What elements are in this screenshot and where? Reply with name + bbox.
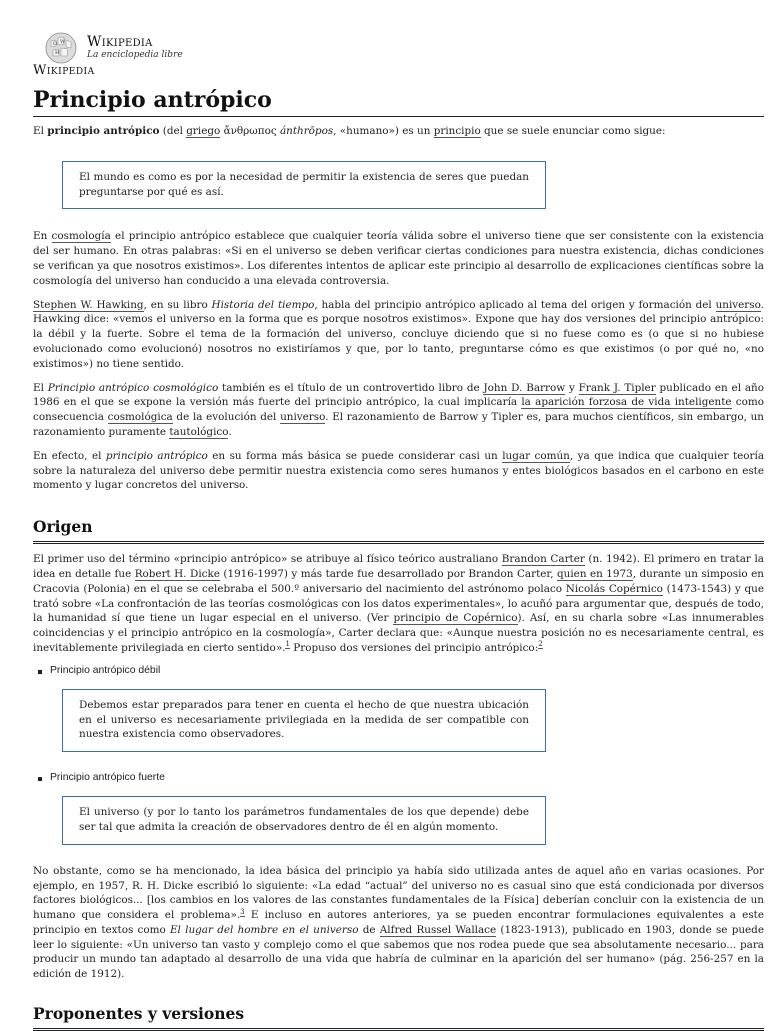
- versions-list: [33, 664, 764, 678]
- article-content: [33, 86, 764, 1031]
- text: , «humano») es un: [333, 125, 434, 137]
- text: (1916-1997) y más tarde fue desarrollado por Brandon Carter,: [219, 567, 557, 580]
- text: , ya que indica que cualquier teoría sobre la naturaleza del universo debe permitir nuestra existencia como seres humanos y entes biológicos basados en el carbono en este momento y lugar concretos del universo.: [33, 449, 765, 492]
- text: .: [228, 425, 232, 438]
- paragraph-cosmologia: [33, 229, 764, 288]
- section-heading-origen: Origen: [33, 517, 764, 544]
- quote-box-fuerte: El universo (y por lo tanto los parámetros fundamentales de los que depende) debe ser tal que admita la creación de observadores dentro de él en algún momento.: [62, 796, 546, 845]
- quote-box: El mundo es como es por la necesidad de permitir la existencia de seres que puedan preguntarse por qué es así.: [62, 161, 546, 210]
- intro-paragraph: [33, 124, 764, 139]
- section-heading-proponentes: Proponentes y versiones: [33, 1004, 764, 1031]
- link-hawking[interactable]: Stephen W. Hawking: [33, 298, 144, 311]
- link-principio[interactable]: principio: [433, 125, 481, 137]
- text: y: [565, 381, 579, 394]
- wikipedia-globe-icon: [45, 32, 77, 64]
- link-aparicion[interactable]: la aparición forzosa de vida inteligente: [521, 396, 732, 409]
- text: (del: [159, 125, 187, 137]
- svg-text:W: W: [60, 39, 66, 45]
- text: (1823-1913), publicado en 1903, donde se puede leer lo siguiente: «Un universo tan vasto y complejo como el que sabemos que nos rodea puede que sea absolutamente necesario... para producir un mundo tan adaptado al desarrollo de una vida que habría de culminar en la aparición del ser humano» (pág. 256-257 en la edición de 1912).: [33, 923, 764, 981]
- italic-book: El lugar del hombre en el universo: [169, 923, 359, 936]
- ref-1[interactable]: 1: [285, 640, 290, 649]
- versions-list-2: [33, 771, 764, 785]
- italic-term: ánthrōpos: [279, 125, 334, 137]
- link-copernico[interactable]: Nicolás Copérnico: [565, 582, 663, 595]
- text: ἄνθρωπος: [220, 125, 280, 137]
- text: (n. 1942). El primero en tratar la idea en detalle fue: [33, 553, 764, 580]
- link-carter[interactable]: Brandon Carter: [501, 553, 585, 566]
- italic-term: principio antrópico: [105, 449, 208, 462]
- link-barrow[interactable]: John D. Barrow: [483, 381, 566, 394]
- list-item-fuerte: Principio antrópico fuerte: [33, 771, 764, 785]
- bold-term: principio antrópico: [47, 125, 160, 137]
- logo-wordmark-bottom: Wikipedia: [33, 63, 95, 78]
- wikipedia-logo[interactable]: [33, 30, 193, 80]
- text: , habla del principio antrópico aplicado al tema del origen y formación del: [314, 298, 716, 311]
- ref-3[interactable]: 3: [240, 907, 245, 916]
- paragraph-dicke-wallace: [33, 864, 764, 982]
- paragraph-barrow-tipler: [33, 381, 764, 440]
- text: (1473-1543) y que trató sobre «La confrontación de las teorías cosmológicas con los datos experimentales», lo acuñó para argumentar que, después de todo, la humanidad sí que tiene un lugar especial en el universo. (Ver: [33, 582, 764, 625]
- text: . El razonamiento de Barrow y Tipler es, para muchos científicos, sin embargo, un razonamiento puramente: [33, 411, 764, 438]
- paragraph-lugar-comun: [33, 449, 764, 493]
- text: de: [358, 923, 380, 936]
- text: también es el título de un controvertido libro de: [218, 381, 484, 394]
- link-cosmologica[interactable]: cosmológica: [107, 411, 173, 424]
- link-lugar-comun[interactable]: lugar común: [502, 449, 570, 462]
- text: en su forma más básica se puede considerar casi un: [207, 449, 503, 462]
- link-principio-copernico[interactable]: principio de Copérnico: [393, 612, 518, 625]
- logo-wordmark: Wikipedia: [87, 34, 153, 50]
- text: En: [33, 230, 52, 243]
- text: como consecuencia: [33, 396, 764, 424]
- link-dicke[interactable]: Robert H. Dicke: [134, 567, 220, 580]
- italic-title: Principio antrópico cosmológico: [47, 381, 219, 394]
- link-cosmologia[interactable]: cosmología: [51, 230, 111, 243]
- link-universo-2[interactable]: universo: [280, 411, 326, 424]
- text: No obstante, como se ha mencionado, la idea básica del principio ya había sido utilizada antes de aquel año en varias ocasiones. Por ejemplo, en 1957, R. H. Dicke escribió lo siguiente: «La edad “actual” del universo no es casual sino que está condicionada por diversos factores biológicos... [los cambios en los valores de las constantes fundamentales de la Física] deberían concluir con la existencia de un humano que considera el problema».: [33, 864, 764, 922]
- svg-text:И: И: [55, 50, 60, 56]
- link-universo[interactable]: universo: [715, 298, 761, 311]
- paragraph-origen: [33, 552, 764, 656]
- page-title: Principio antrópico: [33, 86, 764, 117]
- quote-box-debil: Debemos estar preparados para tener en cuenta el hecho de que nuestra ubicación en el universo es necesariamente privilegiada en la medida de ser compatible con nuestra existencia como observadores.: [62, 689, 546, 752]
- text: El primer uso del término «principio antrópico» se atribuye al físico teórico australiano: [33, 553, 502, 566]
- list-item-debil: Principio antrópico débil: [33, 664, 764, 678]
- link-quien-1973[interactable]: quien en 1973: [557, 567, 633, 580]
- italic-book: Historia del tiempo: [211, 298, 315, 311]
- text: . Hawking dice: «vemos el universo en la forma que es porque nosotros existimos». Expone que hay dos versiones del principio antrópico: la débil y la fuerte. Sobre el tema de la formación del universo, concluye diciendo que si no fuese como es (o que si no hubiese evolucionado como evolucionó) nosotros no existiríamos y que, por lo tanto, preguntarse cómo es que existimos (o por qué no, «no existimos») no tiene sentido.: [33, 298, 764, 370]
- text: el principio antrópico establece que cualquier teoría válida sobre el universo tiene que ser consistente con la existencia del ser humano. En otras palabras: «Si en el universo se deben verificar ciertas condiciones para nuestra existencia, dichas condiciones se verifican ya que nosotros existimos». Los diferentes intentos de aplicar este principio al desarrollo de explicaciones científicas sobre la cosmología del universo han conducido a una elevada controversia.: [33, 230, 764, 287]
- link-tautologico[interactable]: tautológico: [169, 425, 229, 438]
- text: de la evolución del: [172, 411, 281, 424]
- ref-2[interactable]: 2: [538, 640, 543, 649]
- text: ). Así, en su charla sobre «Las innumerables coincidencias y el principio antrópico en la cosmología», Carter declara que: «Aunque nuestra posición no es necesariamente central, es inevitablemente privilegiada en cierto sentido».: [33, 612, 764, 654]
- text: , en su libro: [143, 298, 212, 311]
- text: publicado en el año 1986 en el que se expone la versión más fuerte del principio antrópico, la cual implicaría: [33, 381, 764, 409]
- svg-text:Ω: Ω: [53, 41, 58, 47]
- link-wallace[interactable]: Alfred Russel Wallace: [379, 923, 497, 936]
- text: El: [33, 381, 48, 394]
- link-tipler[interactable]: Frank J. Tipler: [578, 381, 656, 394]
- text: El: [33, 125, 48, 137]
- text: Propuso dos versiones del principio antrópico:: [289, 641, 539, 654]
- logo-tagline: La enciclopedia libre: [87, 50, 183, 60]
- text: que se suele enunciar como sigue:: [480, 125, 666, 137]
- text: E incluso en autores anteriores, ya se pueden encontrar formulaciones equivalentes a este principio en textos como: [33, 909, 764, 936]
- link-griego[interactable]: griego: [186, 125, 221, 137]
- text: En efecto, el: [33, 449, 106, 462]
- paragraph-hawking: [33, 298, 764, 372]
- text: , durante un simposio en Cracovia (Polonia) en el que se celebraba el 500.º aniversario del nacimiento del astrónomo polaco: [33, 567, 764, 595]
